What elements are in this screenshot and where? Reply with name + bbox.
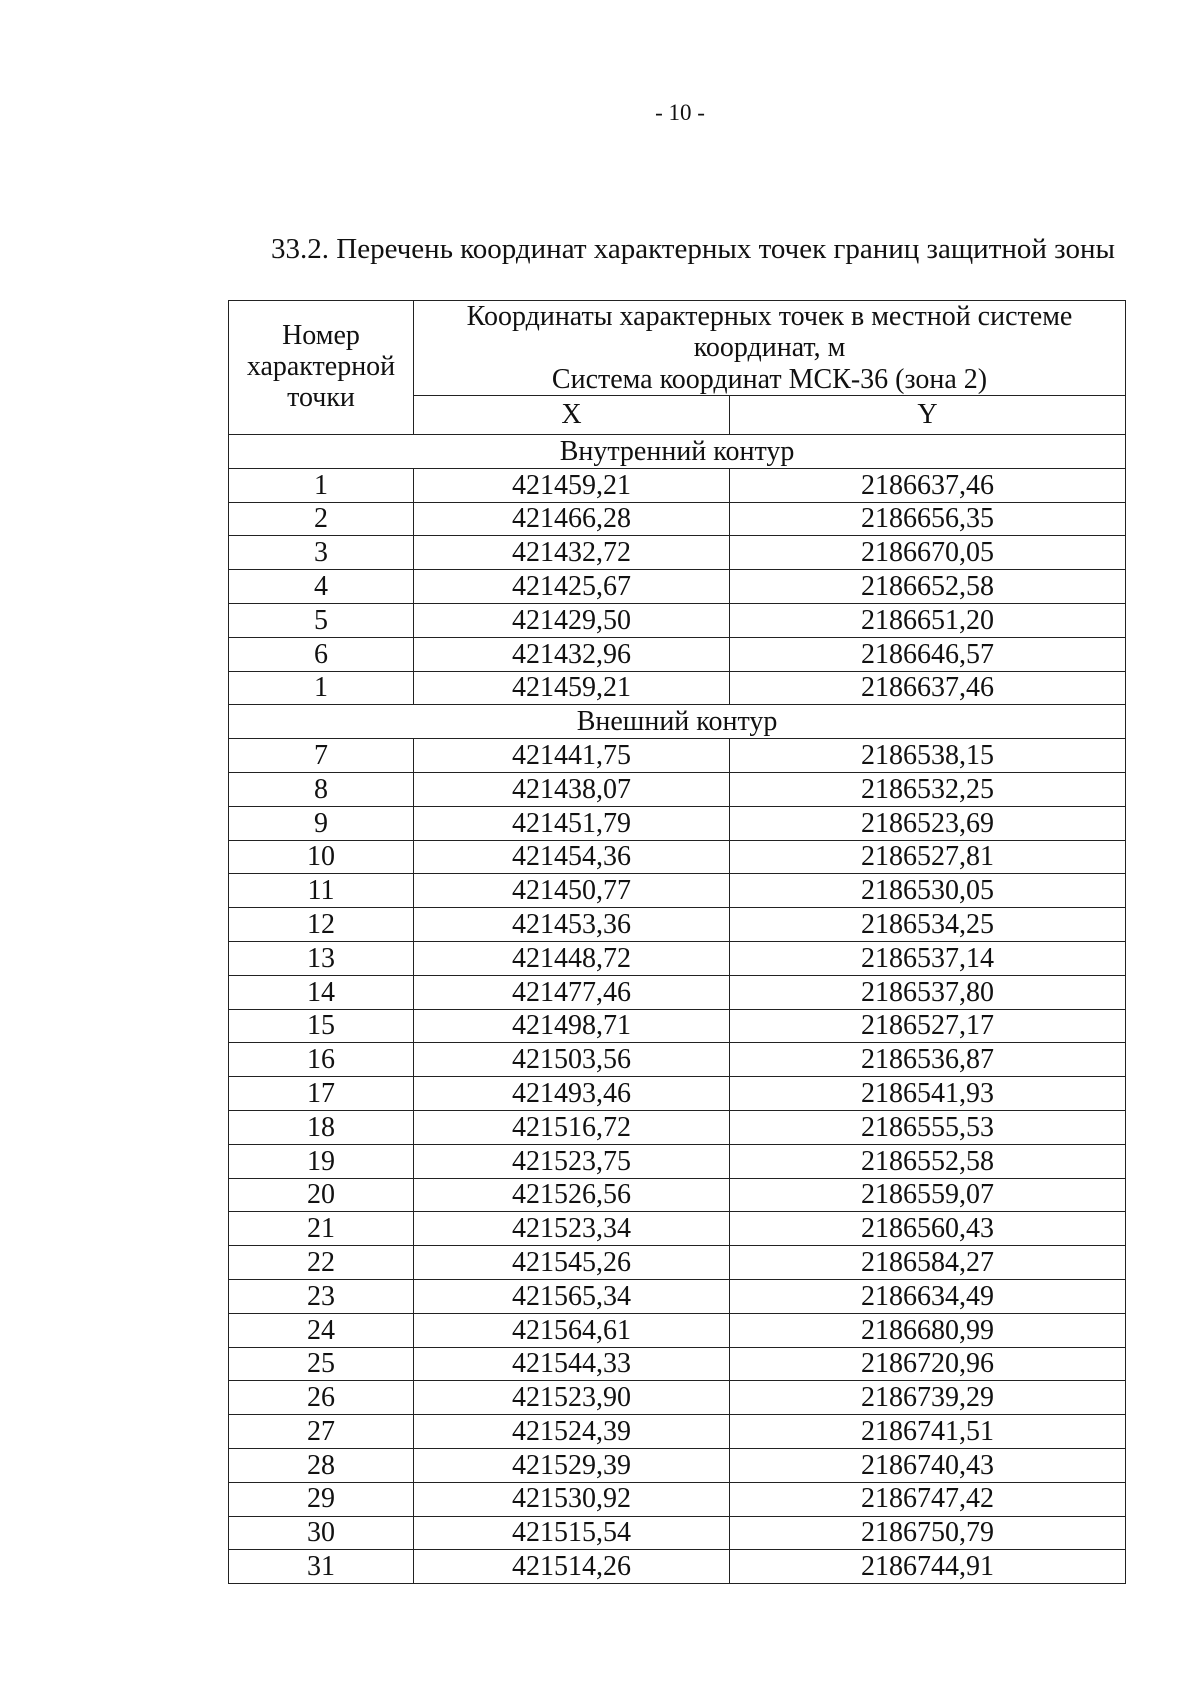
x-coordinate-cell: 421438,07 — [414, 773, 730, 807]
table-row — [229, 1482, 1126, 1516]
x-coordinate-cell: 421498,71 — [414, 1009, 730, 1043]
table-row — [229, 975, 1126, 1009]
point-number-cell: 28 — [229, 1448, 414, 1482]
point-number-header-line: Номер — [282, 320, 360, 352]
coordinates-header — [414, 301, 1126, 396]
y-coordinate-cell: 2186527,81 — [730, 840, 1126, 874]
x-coordinate-cell: 421544,33 — [414, 1347, 730, 1381]
point-number-cell: 26 — [229, 1381, 414, 1415]
point-number-cell: 30 — [229, 1516, 414, 1550]
y-coordinate-cell: 2186527,17 — [730, 1009, 1126, 1043]
x-coordinate-cell: 421523,34 — [414, 1212, 730, 1246]
x-coordinate-cell: 421530,92 — [414, 1482, 730, 1516]
point-number-cell: 19 — [229, 1144, 414, 1178]
x-coordinate-cell: 421516,72 — [414, 1111, 730, 1145]
y-coordinate-cell: 2186541,93 — [730, 1077, 1126, 1111]
point-number-header-line: точки — [287, 381, 355, 413]
point-number-cell: 15 — [229, 1009, 414, 1043]
point-number-cell: 22 — [229, 1246, 414, 1280]
x-coordinate-cell: 421432,96 — [414, 637, 730, 671]
x-column-header: X — [414, 396, 730, 435]
table-row — [229, 840, 1126, 874]
y-coordinate-cell: 2186538,15 — [730, 739, 1126, 773]
table-row — [229, 773, 1126, 807]
x-coordinate-cell: 421425,67 — [414, 570, 730, 604]
point-number-cell: 7 — [229, 739, 414, 773]
point-number-cell: 12 — [229, 908, 414, 942]
x-coordinate-cell: 421450,77 — [414, 874, 730, 908]
x-coordinate-cell: 421524,39 — [414, 1415, 730, 1449]
x-coordinate-cell: 421448,72 — [414, 942, 730, 976]
y-coordinate-cell: 2186537,80 — [730, 975, 1126, 1009]
y-coordinate-cell: 2186750,79 — [730, 1516, 1126, 1550]
point-number-cell: 14 — [229, 975, 414, 1009]
table-row — [229, 570, 1126, 604]
coordinates-header-line: Координаты характерных точек в местной системе — [466, 301, 1073, 332]
x-coordinate-cell: 421564,61 — [414, 1313, 730, 1347]
table-row — [229, 739, 1126, 773]
table-row — [229, 1313, 1126, 1347]
table-row — [229, 502, 1126, 536]
y-coordinate-cell: 2186720,96 — [730, 1347, 1126, 1381]
section-title-cell: Внутренний контур — [229, 435, 1126, 469]
point-number-cell: 25 — [229, 1347, 414, 1381]
point-number-cell: 20 — [229, 1178, 414, 1212]
x-coordinate-cell: 421466,28 — [414, 502, 730, 536]
point-number-cell: 4 — [229, 570, 414, 604]
x-coordinate-cell: 421523,75 — [414, 1144, 730, 1178]
point-number-cell: 16 — [229, 1043, 414, 1077]
y-coordinate-cell: 2186744,91 — [730, 1550, 1126, 1584]
x-coordinate-cell: 421451,79 — [414, 806, 730, 840]
y-coordinate-cell: 2186656,35 — [730, 502, 1126, 536]
point-number-header-line: характерной — [246, 351, 396, 383]
y-coordinate-cell: 2186747,42 — [730, 1482, 1126, 1516]
y-coordinate-cell: 2186552,58 — [730, 1144, 1126, 1178]
point-number-cell: 23 — [229, 1280, 414, 1314]
point-number-cell: 21 — [229, 1212, 414, 1246]
table-row — [229, 468, 1126, 502]
y-column-header: Y — [730, 396, 1126, 435]
section-row — [229, 705, 1126, 739]
y-coordinate-cell: 2186523,69 — [730, 806, 1126, 840]
x-coordinate-cell: 421477,46 — [414, 975, 730, 1009]
y-coordinate-cell: 2186584,27 — [730, 1246, 1126, 1280]
y-coordinate-cell: 2186634,49 — [730, 1280, 1126, 1314]
point-number-header — [229, 301, 414, 435]
table-row — [229, 1178, 1126, 1212]
point-number-cell: 10 — [229, 840, 414, 874]
table-row — [229, 604, 1126, 638]
point-number-cell: 1 — [229, 671, 414, 705]
table-row — [229, 671, 1126, 705]
point-number-cell: 17 — [229, 1077, 414, 1111]
y-coordinate-cell: 2186740,43 — [730, 1448, 1126, 1482]
point-number-cell: 9 — [229, 806, 414, 840]
y-coordinate-cell: 2186651,20 — [730, 604, 1126, 638]
y-coordinate-cell: 2186652,58 — [730, 570, 1126, 604]
point-number-cell: 1 — [229, 468, 414, 502]
table-row — [229, 1347, 1126, 1381]
y-coordinate-cell: 2186680,99 — [730, 1313, 1126, 1347]
point-number-cell: 13 — [229, 942, 414, 976]
x-coordinate-cell: 421493,46 — [414, 1077, 730, 1111]
x-coordinate-cell: 421565,34 — [414, 1280, 730, 1314]
y-coordinate-cell: 2186532,25 — [730, 773, 1126, 807]
x-coordinate-cell: 421454,36 — [414, 840, 730, 874]
point-number-cell: 3 — [229, 536, 414, 570]
table-row — [229, 536, 1126, 570]
y-coordinate-cell: 2186537,14 — [730, 942, 1126, 976]
point-number-cell: 5 — [229, 604, 414, 638]
table-row — [229, 908, 1126, 942]
table-row — [229, 874, 1126, 908]
table-header-row — [229, 301, 1126, 396]
x-coordinate-cell: 421523,90 — [414, 1381, 730, 1415]
table-row — [229, 1144, 1126, 1178]
point-number-cell: 2 — [229, 502, 414, 536]
y-coordinate-cell: 2186646,57 — [730, 637, 1126, 671]
table-row — [229, 1246, 1126, 1280]
y-coordinate-cell: 2186741,51 — [730, 1415, 1126, 1449]
x-coordinate-cell: 421545,26 — [414, 1246, 730, 1280]
table-row — [229, 1448, 1126, 1482]
point-number-cell: 27 — [229, 1415, 414, 1449]
x-coordinate-cell: 421453,36 — [414, 908, 730, 942]
table-row — [229, 1043, 1126, 1077]
page-number: - 10 - — [655, 100, 705, 125]
point-number-cell: 18 — [229, 1111, 414, 1145]
table-row — [229, 806, 1126, 840]
x-coordinate-cell: 421514,26 — [414, 1550, 730, 1584]
y-coordinate-cell: 2186637,46 — [730, 671, 1126, 705]
y-coordinate-cell: 2186555,53 — [730, 1111, 1126, 1145]
section-title: 33.2. Перечень координат характерных точек границ защитной зоны — [271, 233, 1115, 265]
y-coordinate-cell: 2186560,43 — [730, 1212, 1126, 1246]
x-coordinate-cell: 421503,56 — [414, 1043, 730, 1077]
table-row — [229, 1077, 1126, 1111]
x-coordinate-cell: 421515,54 — [414, 1516, 730, 1550]
table-row — [229, 1516, 1126, 1550]
coordinates-header-line: Система координат МСК-36 (зона 2) — [551, 363, 988, 395]
section-title-cell: Внешний контур — [229, 705, 1126, 739]
point-number-cell: 11 — [229, 874, 414, 908]
coordinates-table — [228, 300, 1126, 1584]
x-coordinate-cell: 421441,75 — [414, 739, 730, 773]
y-coordinate-cell: 2186530,05 — [730, 874, 1126, 908]
point-number-cell: 24 — [229, 1313, 414, 1347]
point-number-cell: 8 — [229, 773, 414, 807]
table-row — [229, 1550, 1126, 1584]
table-row — [229, 1381, 1126, 1415]
table-row — [229, 1280, 1126, 1314]
point-number-cell: 31 — [229, 1550, 414, 1584]
y-coordinate-cell: 2186559,07 — [730, 1178, 1126, 1212]
point-number-cell: 29 — [229, 1482, 414, 1516]
x-coordinate-cell: 421459,21 — [414, 468, 730, 502]
y-coordinate-cell: 2186739,29 — [730, 1381, 1126, 1415]
y-coordinate-cell: 2186534,25 — [730, 908, 1126, 942]
table-row — [229, 1111, 1126, 1145]
x-coordinate-cell: 421429,50 — [414, 604, 730, 638]
y-coordinate-cell: 2186637,46 — [730, 468, 1126, 502]
table-row — [229, 1212, 1126, 1246]
y-coordinate-cell: 2186536,87 — [730, 1043, 1126, 1077]
x-coordinate-cell: 421529,39 — [414, 1448, 730, 1482]
x-coordinate-cell: 421526,56 — [414, 1178, 730, 1212]
y-coordinate-cell: 2186670,05 — [730, 536, 1126, 570]
section-row — [229, 435, 1126, 469]
x-coordinate-cell: 421459,21 — [414, 671, 730, 705]
table-row — [229, 942, 1126, 976]
coordinates-header-line: координат, м — [693, 332, 846, 364]
x-coordinate-cell: 421432,72 — [414, 536, 730, 570]
table-row — [229, 1009, 1126, 1043]
table-row — [229, 1415, 1126, 1449]
point-number-cell: 6 — [229, 637, 414, 671]
table-row — [229, 637, 1126, 671]
